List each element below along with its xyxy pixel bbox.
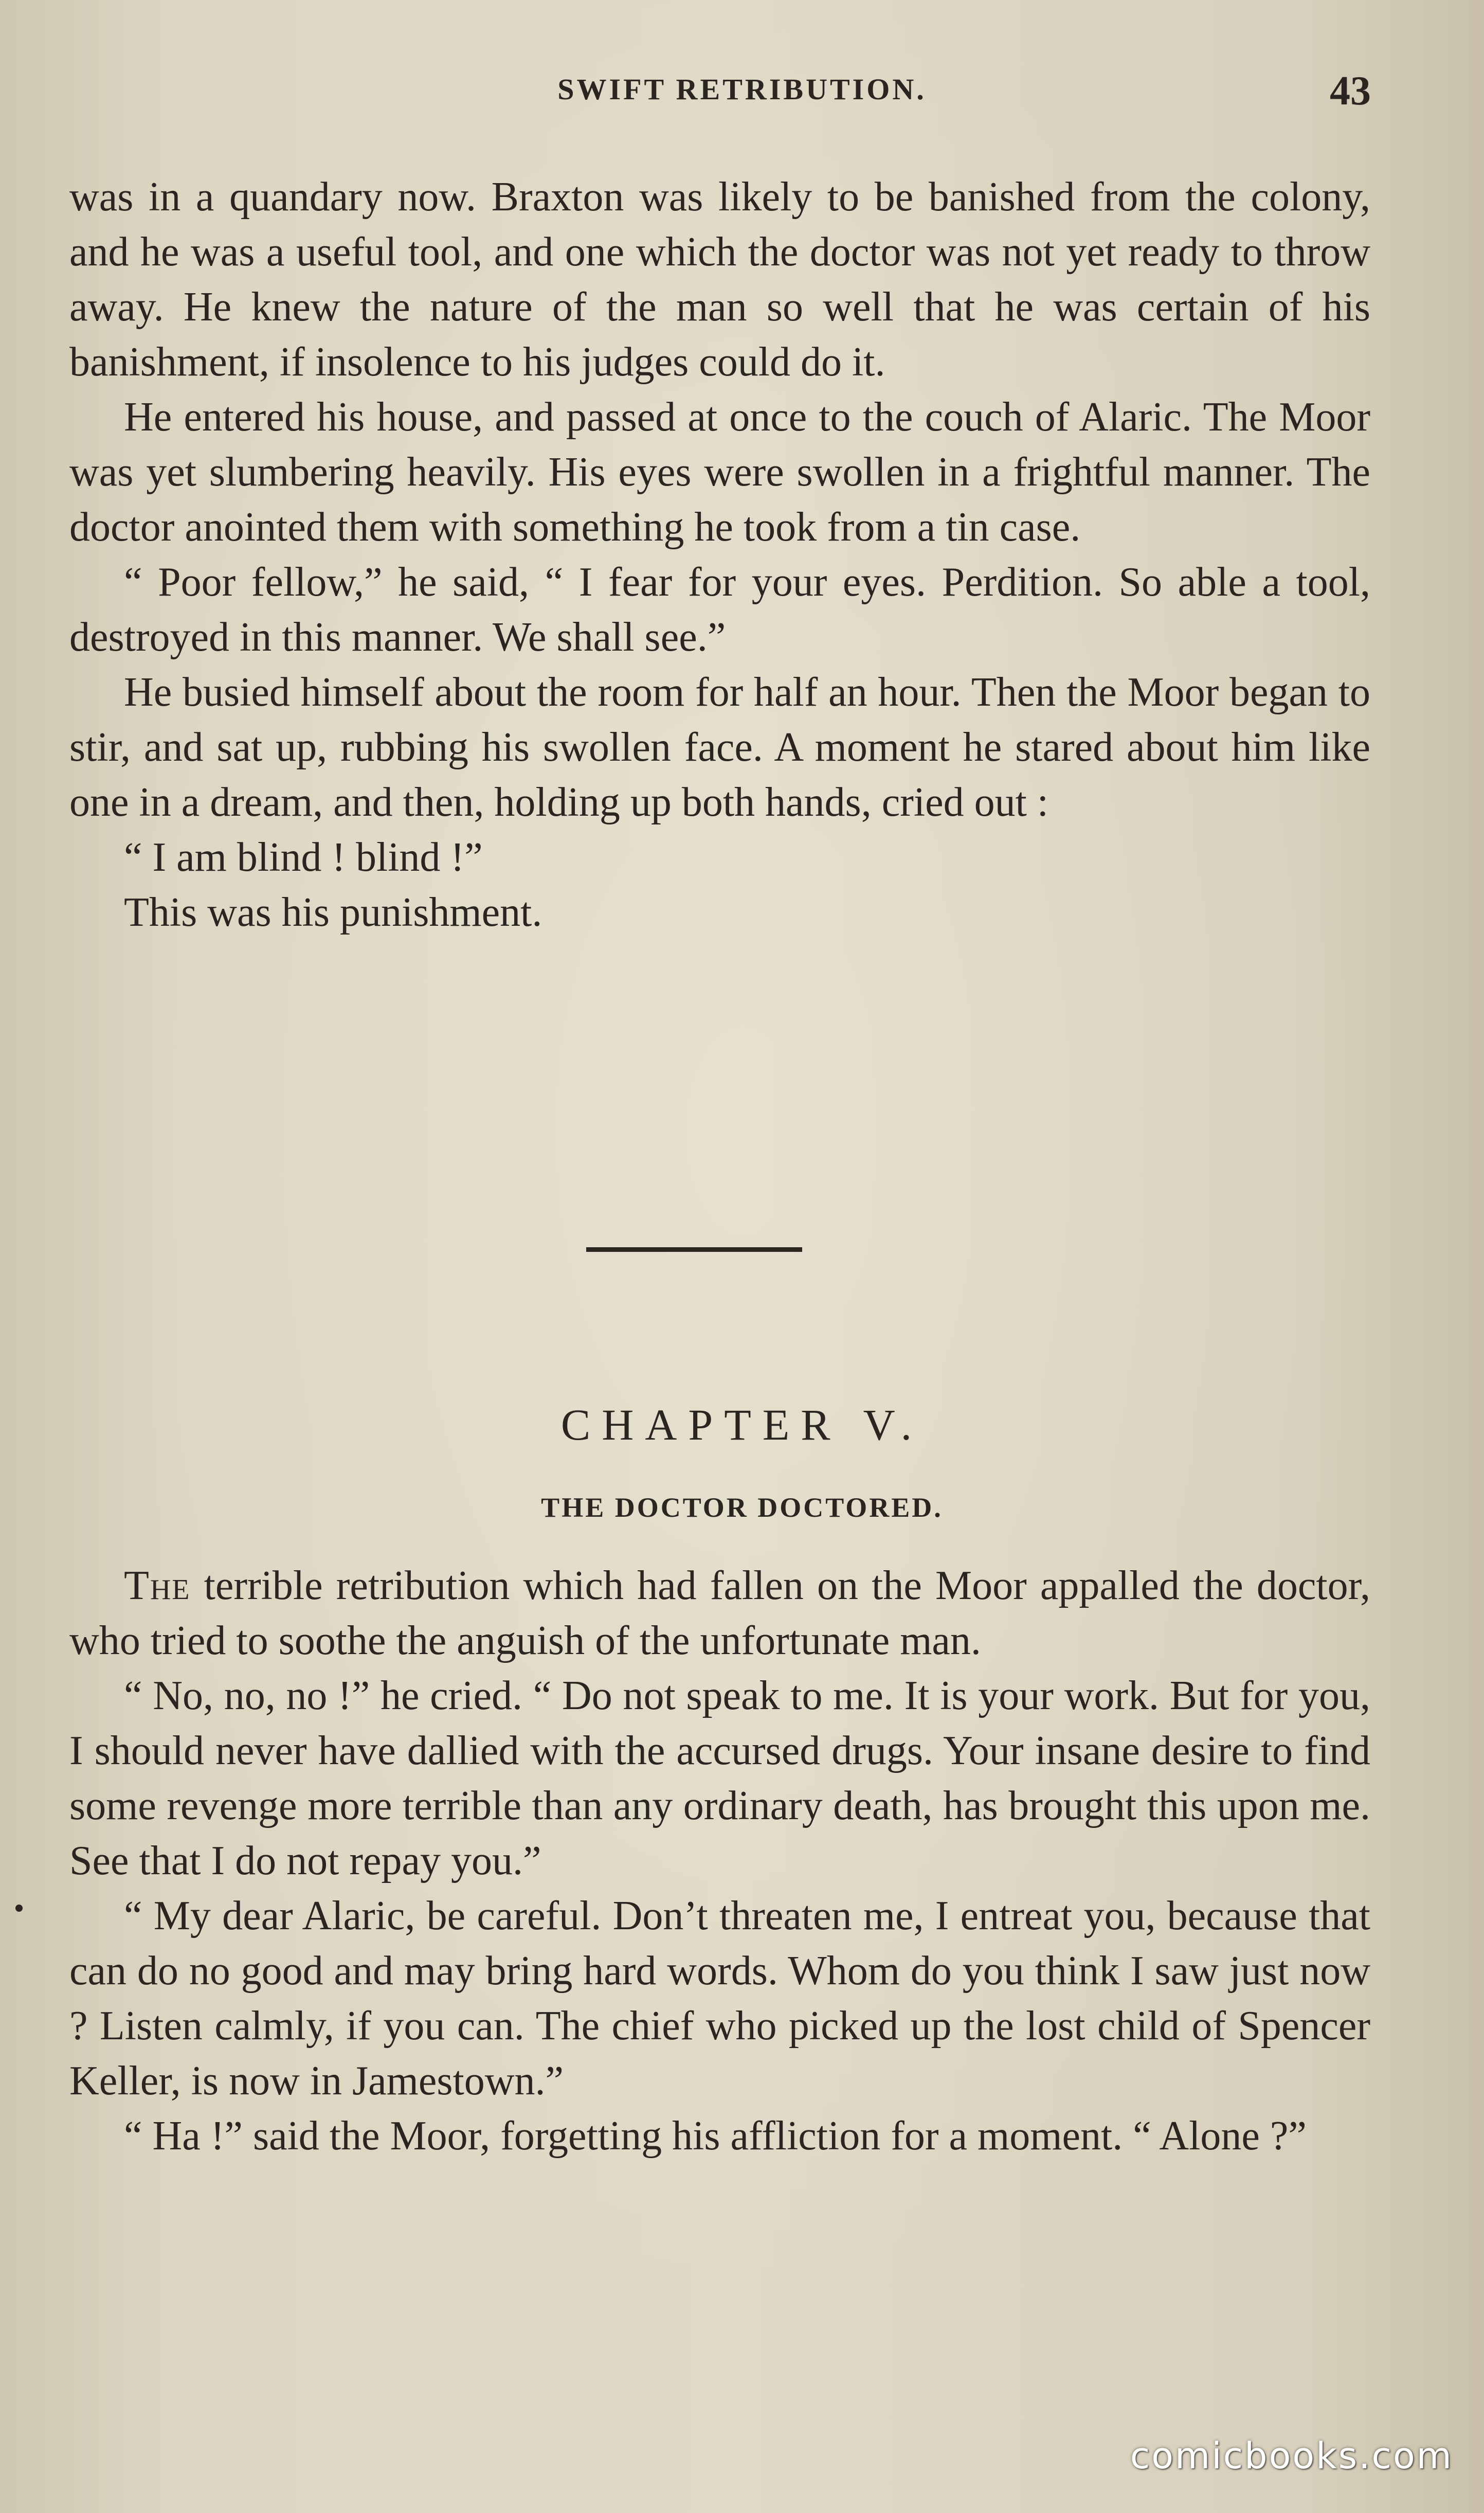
chapter-subtitle: THE DOCTOR DOCTORED.	[541, 1492, 943, 1523]
paragraph: was in a quandary now. Braxton was likely to be banished from the colony, and he was a useful tool, and one which the doctor was not yet ready to throw away. He knew the nature of the man so well that he was certain of his banishment, if insolence to his judges could do it.	[69, 174, 1370, 385]
paragraph: “ I am blind ! blind !”	[124, 835, 483, 880]
opening-word: The	[124, 1563, 191, 1608]
running-head: SWIFT RETRIBUTION.	[557, 73, 927, 106]
margin-mark	[15, 1905, 23, 1912]
section-divider	[586, 1247, 802, 1252]
paragraph: “ Ha !” said the Moor, forgetting his affliction for a moment. “ Alone ?”	[124, 2113, 1307, 2159]
paragraph: “ No, no, no !” he cried. “ Do not speak to me. It is your work. But for you, I should never have dallied with the accursed drugs. Your insane desire to find some revenge more terrible than any ordinary death, has brought this upon me. See that I do not repay you.”	[69, 1673, 1370, 1883]
page-number: 43	[1330, 68, 1371, 114]
paragraph: He busied himself about the room for half an hour. Then the Moor began to stir, and sat up, rubbing his swollen face. A moment he stared about him like one in a dream, and then, holding up both hands, cried out :	[69, 670, 1370, 825]
paragraph-text: terrible retribution which had fallen on the Moor appalled the doctor, who tried to soothe the anguish of the unfortunate man.	[69, 1563, 1371, 1663]
page-header	[0, 68, 1484, 123]
section-1-text	[69, 170, 1370, 940]
watermark: comicbooks.com	[1130, 2435, 1453, 2477]
chapter-text	[69, 1558, 1370, 2164]
paragraph: “ Poor fellow,” he said, “ I fear for your eyes. Perdition. So able a tool, destroyed in this manner. We shall see.”	[69, 560, 1370, 660]
paragraph: “ My dear Alaric, be careful. Don’t threaten me, I entreat you, because that can do no good and may bring hard words. Whom do you think I saw just now ? Listen calmly, if you can. The chief who picked up the lost child of Spencer Keller, is now in Jamestown.”	[69, 1893, 1370, 2104]
opening-paragraph	[69, 1558, 1370, 1668]
paragraph: This was his punishment.	[124, 890, 542, 935]
chapter-title: CHAPTER V.	[560, 1400, 924, 1449]
paragraph: He entered his house, and passed at once to the couch of Alaric. The Moor was yet slumbering heavily. His eyes were swollen in a frightful manner. The doctor anointed them with something he took from a tin case.	[69, 394, 1370, 550]
